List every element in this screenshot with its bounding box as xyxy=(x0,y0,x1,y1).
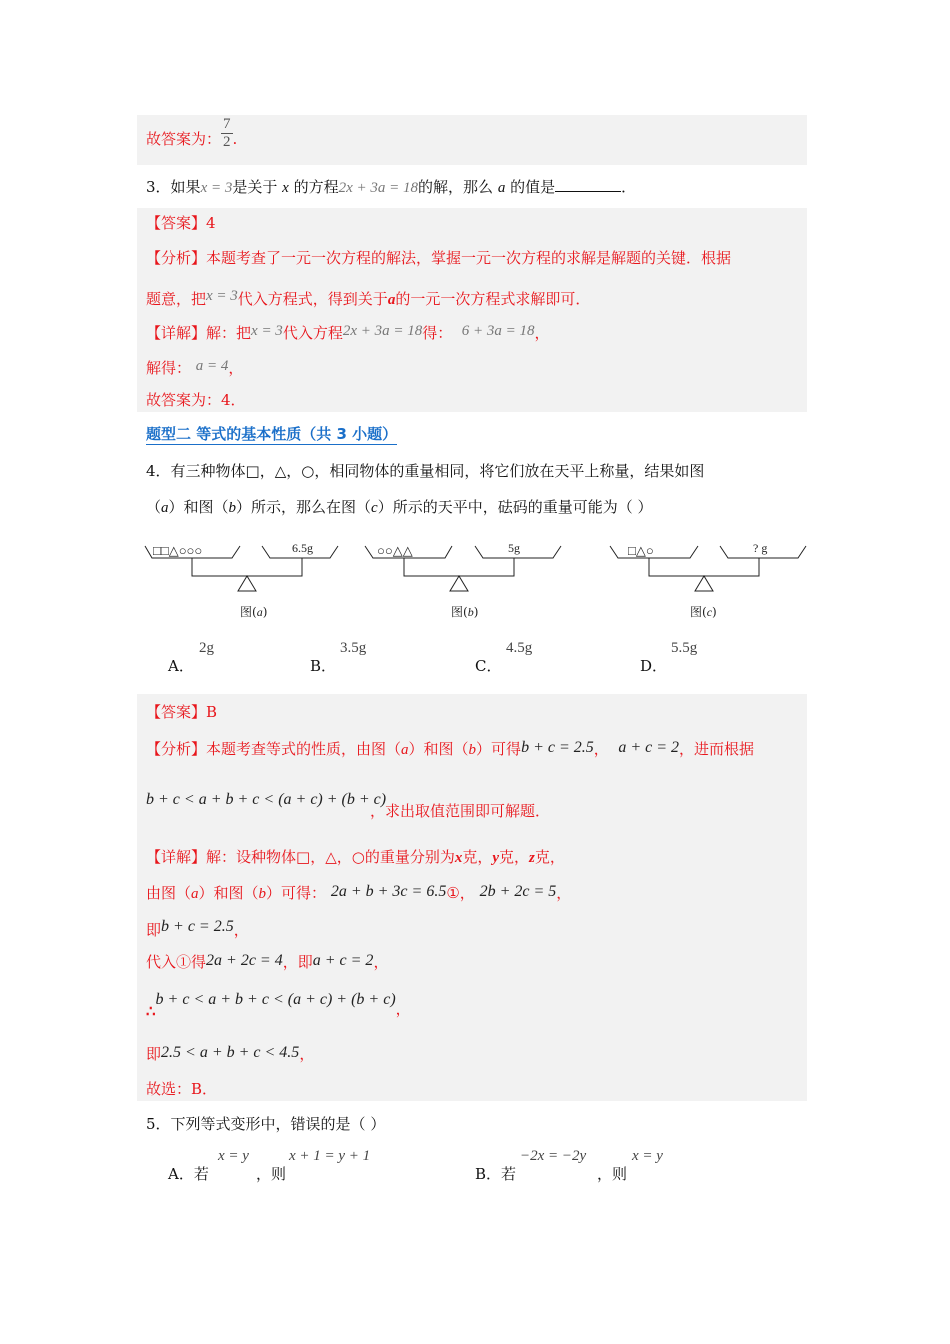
q3-detail-3-text: 故答案为：4． xyxy=(146,391,246,409)
q4-d2c: ）和图（ xyxy=(198,884,259,902)
q3-detail-math-4: a = 4 xyxy=(195,358,229,374)
q5-text: 下列等式变形中，错误的是（ ） xyxy=(170,1115,386,1133)
q3-detail-math-3: 6 + 3a = 18 xyxy=(461,323,535,339)
q5-option-b[interactable] xyxy=(475,1163,516,1184)
q4-an2a: ，求出取值范围即可解题． xyxy=(370,802,551,820)
q4-an2-math: b + c < a + b + c < (a + c) + (b + c) xyxy=(146,791,387,808)
q3-detail-1d: ， xyxy=(534,324,550,342)
q3-number: 3． xyxy=(146,178,171,196)
balance-b xyxy=(365,541,561,591)
q4-analysis-2-text xyxy=(370,800,550,822)
caption-a-pre: 图( xyxy=(240,605,257,619)
q3-detail-2 xyxy=(146,355,243,379)
balance-b-weight: 5g xyxy=(508,541,520,555)
q5-a-letter: A． xyxy=(168,1165,194,1183)
q4-l2b: a xyxy=(161,500,169,516)
q2-answer-line xyxy=(146,115,238,151)
q3-answer xyxy=(146,212,216,234)
balance-b-fulcrum xyxy=(450,576,468,591)
q4-d3a: 即 xyxy=(146,921,162,939)
balance-c xyxy=(610,541,806,591)
caption-a-var: a xyxy=(256,605,263,619)
q4-question-1 xyxy=(146,460,704,482)
q3-detail-1b: 代入方程 xyxy=(282,324,343,342)
q2-frac-den: 2 xyxy=(223,133,231,150)
caption-b-pre: 图( xyxy=(451,605,468,619)
q4-d5a: ∴ xyxy=(146,1002,156,1020)
q5-a-then: ，则 xyxy=(256,1165,287,1183)
q3-detail-1a: 解：把 xyxy=(206,324,252,342)
q5-a-math-2: x + 1 = y + 1 xyxy=(289,1148,371,1164)
q4-d6b: ， xyxy=(299,1045,315,1063)
q4-l2d: b xyxy=(228,500,237,516)
q4-d2b: a xyxy=(191,886,199,902)
q3-answer-value: 4 xyxy=(206,214,216,232)
q4-detail-7 xyxy=(146,1078,217,1100)
q3-math-1: x = 3 xyxy=(200,180,233,196)
q2-answer-prefix: 故答案为： xyxy=(146,130,222,148)
q4-d2e: ）可得： xyxy=(266,884,327,902)
q4-d4-math-1: 2a + 2c = 4 xyxy=(206,952,283,969)
q4-d6-math: 2.5 < a + b + c < 4.5 xyxy=(161,1044,300,1061)
q4-d6a: 即 xyxy=(146,1045,162,1063)
balance-a xyxy=(145,541,338,591)
q4-l2g: ）所示的天平中，砝码的重量可能为（ ） xyxy=(377,498,653,516)
q3-text-5: 的值是 xyxy=(510,178,556,196)
balance-c-items: □△○ xyxy=(628,543,654,558)
q3-analysis-var-a: a xyxy=(387,292,396,308)
q3-analysis-2b: 代入方程式，得到关于 xyxy=(237,290,388,308)
q3-end: ． xyxy=(621,178,637,196)
q4-d4-math-2: a + c = 2 xyxy=(312,952,374,969)
q4-detail-4 xyxy=(146,950,388,973)
balance-b-beam xyxy=(404,558,514,576)
caption-b xyxy=(451,603,478,620)
q5-b-letter: B． xyxy=(475,1165,502,1183)
q4-detail-5 xyxy=(146,988,411,1022)
q4-an1f: ， xyxy=(593,740,609,758)
q3-detail-math-2: 2x + 3a = 18 xyxy=(342,323,423,339)
q5-b-then: ，则 xyxy=(597,1165,628,1183)
q4-analysis-1 xyxy=(146,737,754,761)
q4-option-c-value: 4.5g xyxy=(506,640,533,656)
q4-d7: 故选：B． xyxy=(146,1080,218,1098)
q5-b-if: 若 xyxy=(501,1165,517,1183)
balance-b-items: ○○△△ xyxy=(377,543,413,558)
q3-text-2: 是关于 xyxy=(232,178,278,196)
q3-question xyxy=(146,176,636,199)
q5-a-if: 若 xyxy=(193,1165,209,1183)
caption-b-post: ) xyxy=(473,605,479,619)
q3-detail-1c: 得： xyxy=(422,324,453,342)
q4-d2-math-2: 2b + 2c = 5 xyxy=(479,883,557,900)
q3-var-a: a xyxy=(497,180,506,196)
q4-option-a[interactable]: A． xyxy=(168,657,194,675)
q4-d1a: 解：设种物体□，△，○的重量分别为 xyxy=(206,848,455,866)
q3-analysis-2a: 题意，把 xyxy=(146,290,207,308)
q4-d1y: y xyxy=(492,850,500,866)
q3-detail-2b: ， xyxy=(228,359,244,377)
q4-an1a: 本题考查等式的性质，由图（ xyxy=(206,740,402,758)
q4-an1c: ）和图（ xyxy=(408,740,469,758)
q4-an1-math-2: a + c = 2 xyxy=(618,739,680,756)
q4-answer xyxy=(146,701,217,723)
q4-d1c: 克， xyxy=(499,848,530,866)
q3-answer-blank[interactable] xyxy=(555,177,621,192)
q4-detail-3 xyxy=(146,916,249,941)
caption-c xyxy=(690,603,717,620)
q3-analysis-2 xyxy=(146,285,590,311)
q3-detail-label: 【详解】 xyxy=(146,324,207,342)
q4-detail-6 xyxy=(146,1042,314,1065)
q4-detail-label: 【详解】 xyxy=(146,848,207,866)
q4-an1b: a xyxy=(401,742,409,758)
q4-option-d-value: 5.5g xyxy=(671,640,698,656)
q4-an1d: b xyxy=(468,742,477,758)
q3-text-4: 的解，那么 xyxy=(418,178,494,196)
q3-answer-label: 【答案】 xyxy=(146,214,207,232)
q4-option-b-value: 3.5g xyxy=(340,640,367,656)
q4-d5-math: b + c < a + b + c < (a + c) + (b + c) xyxy=(155,991,396,1008)
q3-text-1: 如果 xyxy=(170,178,201,196)
q4-d4b: ，即 xyxy=(282,953,313,971)
balance-a-fulcrum xyxy=(238,576,256,591)
balance-a-weight: 6.5g xyxy=(292,541,313,555)
q4-l2e: ）所示，那么在图（ xyxy=(236,498,372,516)
q4-d1b: 克， xyxy=(462,848,493,866)
q5-number: 5． xyxy=(146,1115,171,1133)
q3-analysis-2d: 的一元一次方程式求解即可． xyxy=(395,290,591,308)
q3-var-x: x xyxy=(282,180,289,196)
q2-fraction xyxy=(221,116,233,151)
q3-math-2: 2x + 3a = 18 xyxy=(338,180,419,196)
q3-detail-3 xyxy=(146,389,246,411)
q4-d2a: 由图（ xyxy=(146,884,192,902)
q3-analysis-math: x = 3 xyxy=(206,288,238,304)
q3-detail-2a: 解得： xyxy=(146,359,192,377)
q4-an1e: ）可得 xyxy=(476,740,522,758)
caption-c-var: c xyxy=(706,605,713,619)
q4-d2d: b xyxy=(258,886,267,902)
q5-b-math-2: x = y xyxy=(632,1148,663,1164)
balance-c-left-pan xyxy=(610,546,698,558)
q4-d2f: ①， xyxy=(446,884,475,902)
q4-d3b: ， xyxy=(233,921,249,939)
section-title: 题型二 等式的基本性质（共 3 小题） xyxy=(146,425,398,443)
q3-detail-1 xyxy=(146,320,550,344)
caption-c-pre: 图( xyxy=(690,605,707,619)
balance-a-items: □□△○○○ xyxy=(153,543,203,558)
q4-option-c[interactable]: C． xyxy=(475,657,502,675)
q4-detail-1 xyxy=(146,846,565,869)
q4-number: 4． xyxy=(146,462,171,480)
q4-option-a-value: 2g xyxy=(199,640,214,656)
balance-c-beam xyxy=(649,558,759,576)
q3-detail-math-1: x = 3 xyxy=(251,323,283,339)
q4-answer-label: 【答案】 xyxy=(146,703,207,721)
balance-c-weight: ? g xyxy=(753,541,768,555)
q4-detail-2 xyxy=(146,881,571,905)
q2-frac-num: 7 xyxy=(223,115,231,132)
q4-d1d: 克， xyxy=(534,848,565,866)
q4-l2a: （ xyxy=(146,498,162,516)
q2-answer-box xyxy=(137,115,807,165)
q5-option-a[interactable] xyxy=(168,1163,209,1184)
q4-an1-math-1: b + c = 2.5 xyxy=(521,739,594,756)
q4-d1z: z xyxy=(529,850,535,866)
q4-question-2 xyxy=(146,496,653,519)
q4-an1g: ，进而根据 xyxy=(679,740,755,758)
q4-analysis-2 xyxy=(146,788,386,811)
balance-a-beam xyxy=(192,558,302,576)
q4-d2g: ， xyxy=(556,884,572,902)
q5-question xyxy=(146,1113,385,1135)
caption-b-var: b xyxy=(467,605,474,619)
q4-option-b[interactable]: B． xyxy=(310,657,337,675)
q3-analysis-text-1: 本题考查了一元一次方程的解法，掌握一元一次方程的求解是解题的关键．根据 xyxy=(206,249,732,267)
caption-c-post: ) xyxy=(712,605,717,619)
q4-text-1: 有三种物体□，△，○，相同物体的重量相同，将它们放在天平上称量，结果如图 xyxy=(170,462,705,480)
q4-d4c: ， xyxy=(373,953,389,971)
q3-text-3: 的方程 xyxy=(293,178,339,196)
q4-d3-math: b + c = 2.5 xyxy=(161,918,234,935)
q4-analysis-label: 【分析】 xyxy=(146,740,207,758)
q4-d2-math-1: 2a + b + 3c = 6.5 xyxy=(330,883,447,900)
caption-a-post: ) xyxy=(262,605,268,619)
q2-answer-end: . xyxy=(232,130,238,148)
q4-answer-value: B xyxy=(206,703,218,721)
q4-option-d[interactable]: D． xyxy=(640,657,668,675)
q3-analysis-1 xyxy=(146,247,731,269)
caption-a xyxy=(240,603,267,620)
q3-analysis-label: 【分析】 xyxy=(146,249,207,267)
q4-d4a: 代入①得 xyxy=(146,953,207,971)
q4-d5b: ， xyxy=(395,1000,411,1018)
q4-d1x: x xyxy=(454,850,463,866)
balance-c-fulcrum xyxy=(695,576,713,591)
q5-a-math-1: x = y xyxy=(218,1148,249,1164)
q4-l2f: c xyxy=(371,500,378,516)
q4-l2c: ）和图（ xyxy=(168,498,229,516)
q5-b-math-1: −2x = −2y xyxy=(520,1148,587,1164)
